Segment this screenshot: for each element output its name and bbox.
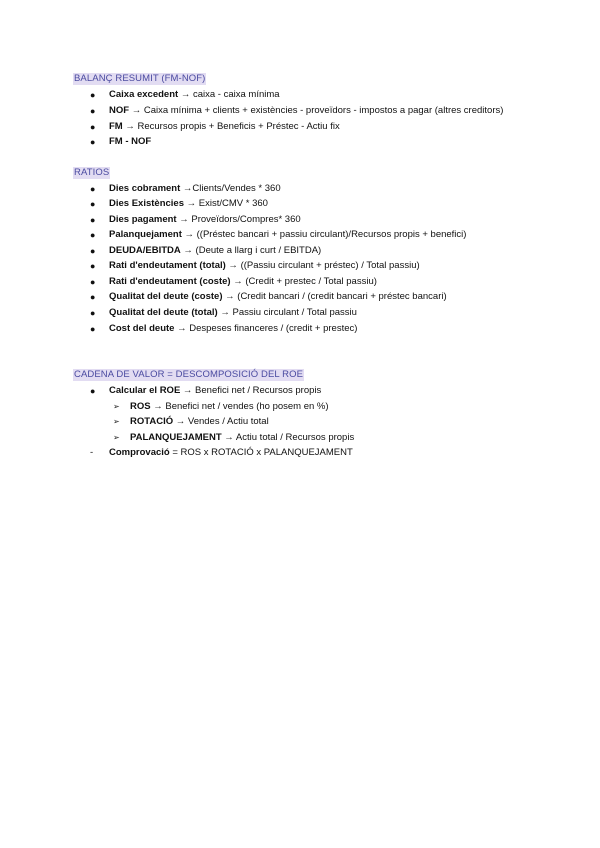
item-text: → (Deute a llarg i curt / EBITDA) [180,245,322,256]
item-text: → Actiu total / Recursos propis [221,432,355,443]
item-term: Rati d'endeutament (coste) [109,276,231,287]
list-item-cost-deute [90,323,358,335]
item-term: Caixa excedent [109,89,179,100]
arrow-bullet-icon: ➢ [113,402,120,411]
bullet-dot-icon: ● [90,199,96,209]
item-term: FM - NOF [109,136,152,147]
list-item-dies-cobrament [90,183,281,195]
bullet-dot-icon: ● [90,277,96,287]
item-text: → (Credit + prestec / Total passiu) [230,276,377,287]
item-text: → ((Préstec bancari + passiu circulant)/Recursos propis + benefici) [181,229,467,240]
item-text: → Passiu circulant / Total passiu [217,307,357,318]
item-term: Dies cobrament [109,183,181,194]
item-term: ROS [130,401,151,412]
sub-item-ros [113,401,329,413]
list-item-qualitat-deute-total [90,307,357,319]
item-term: Qualitat del deute (total) [109,307,218,318]
item-term: FM [109,121,123,132]
item-text: → Benefici net / Recursos propis [180,385,322,396]
bullet-dot-icon: ● [90,90,96,100]
item-term: Calcular el ROE [109,385,181,396]
list-item-caixa-excedent [90,89,280,101]
item-term: Rati d'endeutament (total) [109,260,226,271]
bullet-dot-icon: ● [90,230,96,240]
list-item-rati-endeutament-total [90,260,420,272]
bullet-dot-icon: ● [90,215,96,225]
item-text: → (Credit bancari / (credit bancari + préstec bancari) [222,291,447,302]
item-term: Dies pagament [109,214,177,225]
item-term: DEUDA/EBITDA [109,245,181,256]
section-heading-balanc: BALANÇ RESUMIT (FM-NOF) [74,73,206,84]
list-item-palanquejament [90,229,467,241]
dash-bullet-icon: - [90,447,94,458]
arrow-bullet-icon: ➢ [113,417,120,426]
arrow-bullet-icon: ➢ [113,433,120,442]
bullet-dot-icon: ● [90,184,96,194]
section-heading-ratios: RATIOS [74,167,110,178]
list-item-calcular-roe [90,385,322,397]
item-text: = ROS x ROTACIÓ x PALANQUEJAMENT [169,447,353,458]
bullet-dot-icon: ● [90,386,96,396]
list-item-fm [90,121,340,133]
item-term: Comprovació [109,447,170,458]
item-text: → Exist/CMV * 360 [184,198,268,209]
item-term: Cost del deute [109,323,175,334]
item-term: Qualitat del deute (coste) [109,291,223,302]
item-term: PALANQUEJAMENT [130,432,222,443]
bullet-dot-icon: ● [90,246,96,256]
item-text: → Caixa mínima + clients + existències - proveïdors - impostos a pagar (altres creditors) [129,105,504,116]
item-term: Palanquejament [109,229,182,240]
list-item-deuda-ebitda [90,245,322,257]
sub-item-rotacio [113,416,269,428]
item-text: → Benefici net / vendes (ho posem en %) [150,401,329,412]
list-item-nof [90,105,504,117]
bullet-dot-icon: ● [90,122,96,132]
item-text: → ((Passiu circulant + préstec) / Total passiu) [225,260,420,271]
item-text: → caixa - caixa mínima [178,89,280,100]
item-text: → Vendes / Actiu total [173,416,269,427]
bullet-dot-icon: ● [90,137,96,147]
item-term: Dies Existències [109,198,184,209]
bullet-dot-icon: ● [90,308,96,318]
item-text: → Despeses financeres / (credit + prestec) [174,323,358,334]
section-heading-cadena-valor: CADENA DE VALOR = DESCOMPOSICIÓ DEL ROE [74,369,304,380]
item-text: →Clients/Vendes * 360 [180,183,281,194]
bullet-dot-icon: ● [90,292,96,302]
item-text: → Proveïdors/Compres* 360 [176,214,301,225]
item-text: → Recursos propis + Beneficis + Préstec - Actiu fix [122,121,340,132]
list-item-dies-existencies [90,198,268,210]
list-item-fm-nof [90,136,152,148]
sub-item-palanquejament [113,432,355,444]
item-term: NOF [109,105,130,116]
bullet-dot-icon: ● [90,261,96,271]
item-term: ROTACIÓ [130,416,174,427]
list-item-rati-endeutament-coste [90,276,377,288]
bullet-dot-icon: ● [90,106,96,116]
list-item-dies-pagament [90,214,301,226]
list-item-qualitat-deute-coste [90,291,447,303]
list-item-comprovacio [90,447,353,459]
bullet-dot-icon: ● [90,324,96,334]
